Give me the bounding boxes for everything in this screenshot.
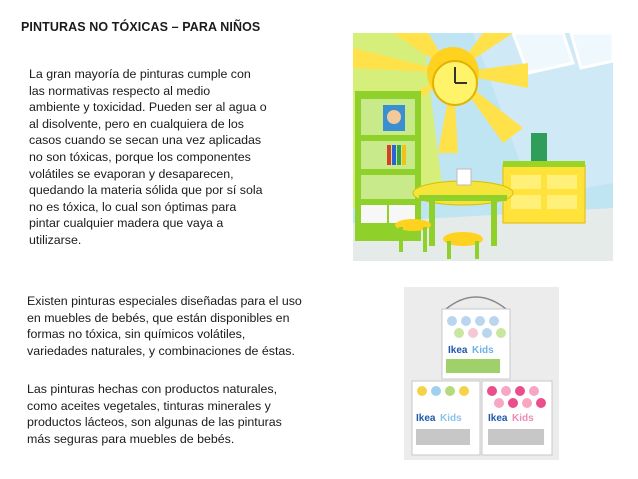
clock-icon — [433, 61, 477, 105]
svg-text:Kids: Kids — [472, 345, 494, 356]
svg-text:Ikea: Ikea — [416, 413, 436, 424]
page-title: PINTURAS NO TÓXICAS – PARA NIÑOS — [21, 20, 261, 34]
svg-text:Ikea: Ikea — [488, 413, 508, 424]
kids-room-photo — [353, 33, 613, 261]
paint-cans-photo — [404, 287, 559, 460]
svg-text:Kids: Kids — [440, 413, 462, 424]
can-brand-label: Ikea — [448, 345, 468, 356]
natural-paints-paragraph: Las pinturas hechas con productos naturales, como aceites vegetales, tinturas minerales y productos lácteos, son algunas de las pinturas más seguras para muebles de bebés. — [27, 382, 282, 446]
svg-text:Kids: Kids — [512, 413, 534, 424]
intro-paragraph: La gran mayoría de pinturas cumple con las normativas respecto al medio ambiente y toxicidad. Pueden ser al agua o al disolvente, pero en cualquiera de los casos cuando se secan una vez aplicadas no son tóxicas, porque los componentes volátiles se evaporan y desaparecen, quedando la materia sólida que por sí sola no es tóxica, lo cual son óptimas para pintar cualquier madera que vaya a utilizarse. — [29, 67, 267, 247]
baby-furniture-paragraph: Existen pinturas especiales diseñadas para el uso en muebles de bebés, que están disponibles en formas no tóxica, sin químicos volátiles, variedades naturales, y combinaciones de éstas. — [27, 294, 302, 358]
